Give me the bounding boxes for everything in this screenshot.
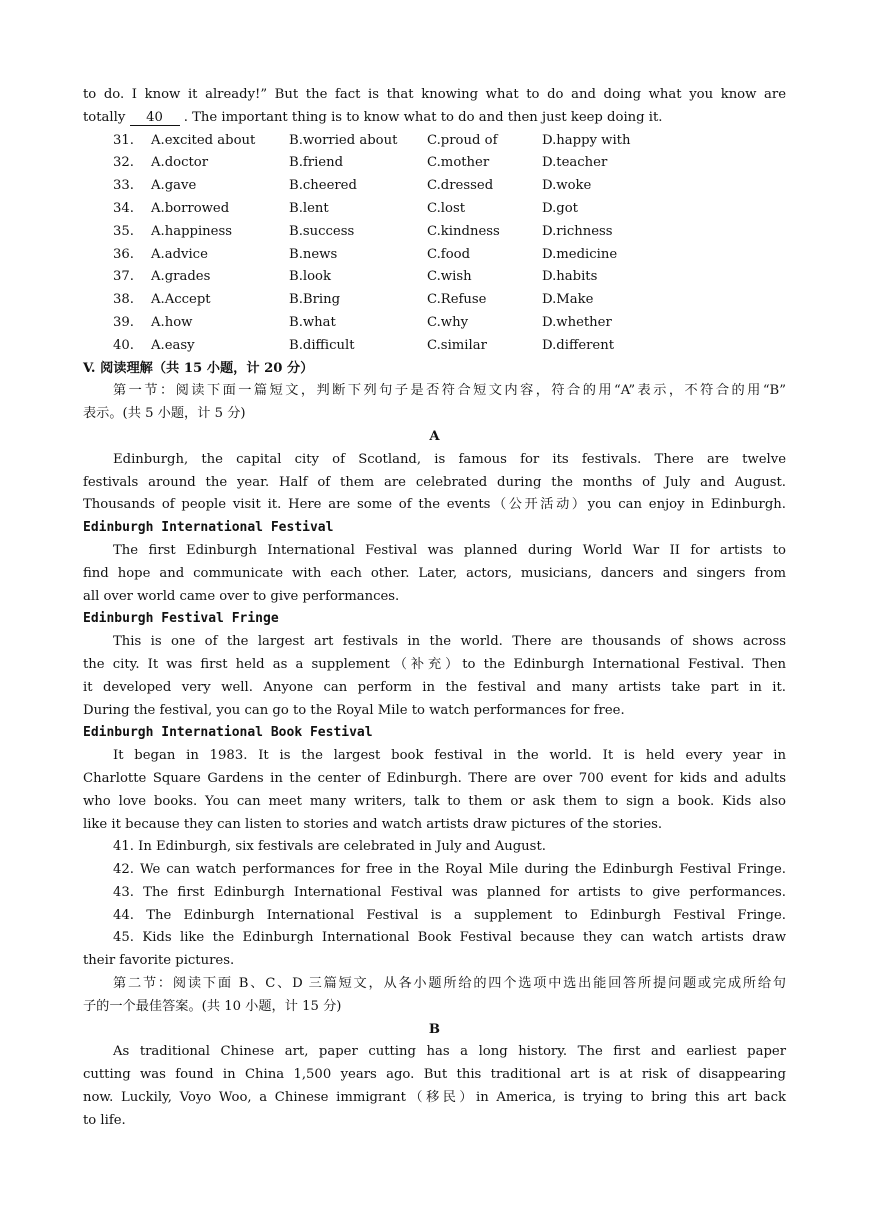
passage-a-label: A: [429, 428, 440, 444]
option-a: A.borrowed: [151, 200, 230, 216]
option-d: D.different: [542, 337, 615, 353]
blank-40: 40: [130, 110, 180, 126]
question-number: 40.: [113, 337, 134, 353]
section-title: V. 阅读理解（共 15 小题，计 20 分）: [83, 360, 314, 376]
option-b: B.cheered: [289, 178, 357, 194]
option-b: B.success: [289, 223, 355, 239]
intro-line-1: to do. I know it already!” But the fact is that knowing what to do and doing what you know are: [83, 87, 786, 102]
option-c: C.kindness: [427, 223, 500, 239]
question-number: 37.: [113, 269, 134, 285]
question-number: 31.: [113, 132, 134, 148]
passage-a-intro-line: Thousands of people visit it. Here are some of the events（公开活动）you can enjoy in Edinburgh.: [83, 497, 786, 513]
intro-line-2-after: . The important thing is to know what to do and then just keep doing it.: [183, 109, 663, 125]
passage-b-p1-line: now. Luckily, Voyo Woo, a Chinese immigrant（移民）in America, is trying to bring this art back: [83, 1090, 786, 1106]
option-c: C.wish: [427, 269, 472, 285]
option-b: B.Bring: [289, 292, 341, 308]
option-c: C.why: [427, 314, 469, 330]
option-row-34: [83, 198, 786, 221]
option-b: B.news: [289, 246, 338, 262]
option-b: B.lent: [289, 200, 329, 216]
passage-b-label: B: [428, 1021, 441, 1037]
question-number: 33.: [113, 178, 134, 194]
option-c: C.dressed: [427, 178, 494, 194]
passage-a-p2-line: This is one of the largest art festivals in the world. There are thousands of shows across: [113, 634, 786, 650]
question-number: 39.: [113, 314, 134, 330]
question-41: 41. In Edinburgh, six festivals are celebrated in July and August.: [113, 839, 546, 855]
option-row-36: [83, 244, 786, 267]
option-c: C.lost: [427, 200, 466, 216]
option-b: B.worried about: [289, 132, 398, 148]
option-a: A.easy: [151, 337, 195, 353]
passage-a-heading-1: Edinburgh International Festival: [83, 520, 334, 536]
question-number: 35.: [113, 223, 134, 239]
passage-b-p1-line: As traditional Chinese art, paper cutting has a long history. The first and earliest paper: [113, 1044, 786, 1060]
passage-a-p3-line: It began in 1983. It is the largest book festival in the world. It is held every year in: [113, 748, 786, 764]
option-d: D.richness: [542, 223, 613, 239]
option-row-31: [83, 130, 786, 153]
option-a: A.happiness: [151, 223, 233, 239]
option-d: D.medicine: [542, 246, 618, 262]
option-d: D.happy with: [542, 132, 631, 148]
intro-line-2-before: totally: [83, 109, 126, 125]
option-b: B.look: [289, 269, 331, 285]
passage-a-p2-line: During the festival, you can go to the Royal Mile to watch performances for free.: [83, 702, 625, 718]
options-list: [83, 130, 786, 358]
option-c: C.mother: [427, 155, 490, 171]
option-a: A.excited about: [151, 132, 256, 148]
option-a: A.gave: [151, 178, 197, 194]
option-row-40: [83, 335, 786, 358]
option-c: C.similar: [427, 337, 487, 353]
question-45-line-1: 45. Kids like the Edinburgh International Book Festival because they can watch artists draw: [113, 930, 786, 946]
option-d: D.woke: [542, 178, 592, 194]
option-row-32: [83, 152, 786, 175]
passage-a-p1-line: The first Edinburgh International Festival was planned during World War II for artists to: [113, 542, 786, 558]
option-row-35: [83, 221, 786, 244]
passage-a-p1-line: find hope and communicate with each other. Later, actors, musicians, dancers and singers from: [83, 565, 786, 581]
option-a: A.doctor: [151, 155, 209, 171]
question-number: 36.: [113, 246, 134, 262]
passage-a-p2-line: it developed very well. Anyone can perform in the festival and many artists take part in it.: [83, 679, 786, 695]
document-content: [83, 84, 786, 1133]
option-d: D.teacher: [542, 155, 608, 171]
passage-b-p1-line: to life.: [83, 1112, 126, 1128]
passage-a-heading-2: Edinburgh Festival Fringe: [83, 611, 279, 627]
question-number: 38.: [113, 292, 134, 308]
question-number: 32.: [113, 155, 134, 171]
option-a: A.advice: [151, 246, 208, 262]
question-43: 43. The first Edinburgh International Festival was planned for artists to give performances.: [113, 884, 786, 900]
option-row-38: [83, 289, 786, 312]
option-row-33: [83, 175, 786, 198]
question-45-line-2: their favorite pictures.: [83, 953, 235, 969]
option-row-39: [83, 312, 786, 335]
option-c: C.proud of: [427, 132, 498, 148]
option-d: D.habits: [542, 269, 598, 285]
option-b: B.what: [289, 314, 336, 330]
passage-a-heading-3: Edinburgh International Book Festival: [83, 725, 373, 741]
passage-a-p1-line: all over world came over to give performances.: [83, 588, 400, 604]
option-c: C.Refuse: [427, 292, 487, 308]
part2-instruction-line-1: 第二节：阅读下面 B、C、D 三篇短文，从各小题所给的四个选项中选出能回答所提问题或完成所给句: [113, 976, 786, 992]
passage-b-p1-line: cutting was found in China 1,500 years ago. But this traditional art is at risk of disappearing: [83, 1067, 786, 1083]
part1-instruction-line-1: 第一节：阅读下面一篇短文，判断下列句子是否符合短文内容，符合的用“A”表示，不符合的用“B”: [113, 383, 786, 399]
passage-a-intro-line: festivals around the year. Half of them are celebrated during the months of July and August.: [83, 474, 786, 490]
option-d: D.Make: [542, 292, 594, 308]
option-c: C.food: [427, 246, 471, 262]
option-row-37: [83, 266, 786, 289]
passage-a-p3-line: who love books. You can meet many writers, talk to them or ask them to sign a book. Kids also: [83, 793, 786, 809]
option-b: B.difficult: [289, 337, 355, 353]
part1-instruction-line-2: 表示。(共 5 小题，计 5 分): [83, 406, 246, 422]
intro-line-2: [83, 107, 786, 130]
option-d: D.got: [542, 200, 578, 216]
option-a: A.how: [151, 314, 193, 330]
option-b: B.friend: [289, 155, 344, 171]
option-a: A.grades: [151, 269, 211, 285]
passage-a-p2-line: the city. It was first held as a supplement（补充）to the Edinburgh International Festival. Then: [83, 656, 786, 672]
part2-instruction-line-2: 子的一个最佳答案。(共 10 小题，计 15 分): [83, 998, 342, 1014]
option-d: D.whether: [542, 314, 612, 330]
option-a: A.Accept: [151, 292, 211, 308]
passage-a-p3-line: like it because they can listen to stories and watch artists draw pictures of the stories.: [83, 816, 663, 832]
passage-a-intro-line: Edinburgh, the capital city of Scotland, is famous for its festivals. There are twelve: [113, 451, 786, 467]
passage-a-p3-line: Charlotte Square Gardens in the center of Edinburgh. There are over 700 event for kids and adults: [83, 770, 786, 786]
question-44: 44. The Edinburgh International Festival is a supplement to Edinburgh Festival Fringe.: [113, 907, 786, 923]
question-42: 42. We can watch performances for free in the Royal Mile during the Edinburgh Festival Fringe.: [113, 862, 786, 878]
question-number: 34.: [113, 200, 134, 216]
